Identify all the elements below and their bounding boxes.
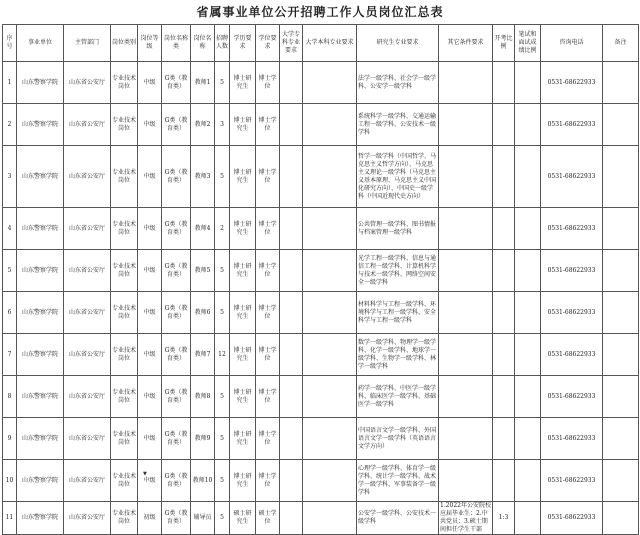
table-row — [3, 146, 639, 208]
cell-post-name: 教师8 — [191, 376, 215, 418]
cell-education: 博士研究生 — [230, 146, 256, 208]
cell-score-ratio — [515, 104, 541, 146]
cell-category: 专业技术岗位 — [111, 62, 138, 104]
cell-graduate-major: 心理学一级学科、体育学一级学科、统计学一级学科、战术学一级学科、军事装备学一级学科 — [357, 460, 439, 502]
cell-post-type: G类（教育类） — [162, 104, 191, 146]
cell-department: 山东省公安厅 — [64, 292, 111, 334]
cell-post-type: G类（教育类） — [162, 208, 191, 250]
cell-level: 中级 — [138, 250, 162, 292]
cell-exam-ratio — [493, 104, 515, 146]
cell-education: 博士研究生 — [230, 418, 256, 460]
cell-count: 2 — [215, 208, 230, 250]
cell-post-type: G类（教育类） — [162, 460, 191, 502]
cell-count: 5 — [215, 460, 230, 502]
cell-degree: 博士学位 — [256, 376, 280, 418]
cell-unit: 山东警察学院 — [17, 460, 64, 502]
cell-post-type: G类（教育类） — [162, 376, 191, 418]
cell-education: 硕士研究生 — [230, 502, 256, 535]
cell-count: 5 — [215, 62, 230, 104]
cell-bachelor-major — [303, 62, 357, 104]
cell-other-conditions — [439, 104, 493, 146]
cell-other-conditions — [439, 334, 493, 376]
cell-education: 博士研究生 — [230, 292, 256, 334]
cell-department: 山东省公安厅 — [64, 62, 111, 104]
cell-graduate-major: 法学一级学科、社会学一级学科、公安学一级学科 — [357, 62, 439, 104]
cell-level: 中级 — [138, 376, 162, 418]
cell-post-type: G类（教育类） — [162, 334, 191, 376]
cell-bachelor-major — [303, 104, 357, 146]
cell-score-ratio — [515, 376, 541, 418]
cell-count: 5 — [215, 292, 230, 334]
cell-phone: 0531-68622933 — [541, 334, 603, 376]
cell-department: 山东省公安厅 — [64, 502, 111, 535]
cell-note — [603, 502, 639, 535]
cell-score-ratio — [515, 250, 541, 292]
positions-table — [2, 24, 639, 535]
cell-phone: 0531-68622933 — [541, 376, 603, 418]
cell-exam-ratio — [493, 62, 515, 104]
cell-college-major — [280, 334, 303, 376]
cell-graduate-major: 公安学一级学科、公安技术一级学科 — [357, 502, 439, 535]
cell-other-conditions — [439, 292, 493, 334]
cell-post-name: 教师3 — [191, 146, 215, 208]
column-header: 主管部门 — [64, 25, 111, 62]
cell-post-type: G类（教育类） — [162, 146, 191, 208]
cell-degree: 博士学位 — [256, 62, 280, 104]
cell-score-ratio — [515, 460, 541, 502]
table-row — [3, 334, 639, 376]
cell-count: 5 — [215, 250, 230, 292]
column-header: 岗位类别 — [111, 25, 138, 62]
cell-phone: 0531-68622933 — [541, 62, 603, 104]
cell-category: 专业技术岗位 — [111, 376, 138, 418]
column-header: 开考比例 — [493, 25, 515, 62]
cell-count: 5 — [215, 376, 230, 418]
cell-college-major — [280, 104, 303, 146]
cell-unit: 山东警察学院 — [17, 62, 64, 104]
cell-degree: 博士学位 — [256, 292, 280, 334]
cell-department: 山东省公安厅 — [64, 208, 111, 250]
cell-score-ratio — [515, 292, 541, 334]
column-header: 招聘人数 — [215, 25, 230, 62]
cell-category: 专业技术岗位 — [111, 208, 138, 250]
cell-note — [603, 62, 639, 104]
cell-post-name: 教师7 — [191, 334, 215, 376]
cell-phone: 0531-68622933 — [541, 208, 603, 250]
column-header: 岗位等级 — [138, 25, 162, 62]
cell-department: 山东省公安厅 — [64, 376, 111, 418]
cell-phone: 0531-68622933 — [541, 146, 603, 208]
cell-note — [603, 104, 639, 146]
cell-level: 中级 — [138, 292, 162, 334]
cell-phone: 0531-68622933 — [541, 104, 603, 146]
cell-serial: 6 — [3, 292, 17, 334]
cell-count: 12 — [215, 334, 230, 376]
cell-education: 博士研究生 — [230, 334, 256, 376]
cell-serial: 4 — [3, 208, 17, 250]
cell-bachelor-major — [303, 334, 357, 376]
table-row — [3, 460, 639, 502]
cell-education: 博士研究生 — [230, 208, 256, 250]
cell-count: 3 — [215, 104, 230, 146]
cell-note — [603, 292, 639, 334]
cell-note — [603, 376, 639, 418]
cell-exam-ratio — [493, 334, 515, 376]
cell-bachelor-major — [303, 502, 357, 535]
cell-college-major — [280, 418, 303, 460]
cell-other-conditions: 1.2022年公安院校应届毕业生；2.中共党员；3.硕士期间担任学生干部 — [440, 502, 491, 533]
cell-unit: 山东警察学院 — [17, 418, 64, 460]
column-header: 岗位名称类 — [162, 25, 191, 62]
cell-level: 中级 — [138, 146, 162, 208]
cell-category: 专业技术岗位 — [111, 146, 138, 208]
cell-post-name: 教师1 — [191, 62, 215, 104]
column-header: 备注 — [603, 25, 639, 62]
cell-count: 5 — [215, 418, 230, 460]
table-row — [3, 418, 639, 460]
cell-phone: 0531-68622933 — [541, 502, 603, 535]
cell-post-name: 辅导员 — [191, 502, 215, 535]
cell-serial: 1 — [3, 62, 17, 104]
cell-other-conditions — [439, 208, 493, 250]
cell-graduate-major: 材料科学与工程一级学科、环境科学与工程一级学科、安全科学与工程一级学科 — [357, 292, 439, 334]
cell-graduate-major: 中国语言文学一级学科、外国语言文学一级学科（英语语言文学方向） — [357, 418, 439, 460]
cell-other-conditions — [439, 376, 493, 418]
cell-post-name: 教师5 — [191, 250, 215, 292]
cell-education: 博士研究生 — [230, 376, 256, 418]
document-title: 省属事业单位公开招聘工作人员岗位汇总表 — [196, 5, 444, 19]
cell-college-major — [280, 62, 303, 104]
cell-unit: 山东警察学院 — [17, 250, 64, 292]
cell-post-name: 教师6 — [191, 292, 215, 334]
column-header: 事业单位 — [17, 25, 64, 62]
cell-other-conditions — [439, 250, 493, 292]
cell-unit: 山东警察学院 — [17, 502, 64, 535]
cell-degree: 硕士学位 — [256, 502, 280, 535]
cell-bachelor-major — [303, 146, 357, 208]
table-row — [3, 104, 639, 146]
cell-exam-ratio — [493, 208, 515, 250]
cell-exam-ratio: 1:3 — [493, 502, 515, 535]
cell-exam-ratio — [493, 418, 515, 460]
cell-note — [603, 208, 639, 250]
cell-level: 中级 — [138, 460, 162, 502]
cell-level: 初级 — [138, 502, 162, 535]
cell-post-name: 教师10 — [191, 460, 215, 502]
cell-count: 5 — [215, 146, 230, 208]
cell-post-name: 教师4 — [191, 208, 215, 250]
cell-unit: 山东警察学院 — [17, 104, 64, 146]
cell-note — [603, 250, 639, 292]
table-row — [3, 502, 639, 535]
cell-score-ratio — [515, 418, 541, 460]
cell-note — [603, 146, 639, 208]
cell-graduate-major: 药学一级学科、中医学一级学科、临床医学一级学科、基础医学一级学科 — [357, 376, 439, 418]
cell-serial: 10 — [3, 460, 17, 502]
cell-other-conditions — [439, 460, 493, 502]
table-body — [3, 62, 639, 535]
column-header: 咨询电话 — [541, 25, 603, 62]
cell-category: 专业技术岗位 — [111, 418, 138, 460]
dropdown-indicator-icon: ▼ — [143, 471, 147, 477]
cell-degree: 博士学位 — [256, 250, 280, 292]
cell-phone: 0531-68622933 — [541, 250, 603, 292]
cell-category: 专业技术岗位 — [111, 334, 138, 376]
cell-education: 博士研究生 — [230, 104, 256, 146]
cell-college-major — [280, 146, 303, 208]
cell-exam-ratio — [493, 146, 515, 208]
cell-other-conditions — [439, 62, 493, 104]
cell-post-name: 教师2 — [191, 104, 215, 146]
cell-count: 5 — [215, 502, 230, 535]
table-row — [3, 62, 639, 104]
cell-score-ratio — [515, 62, 541, 104]
cell-level: 中级 — [138, 334, 162, 376]
cell-post-name: 教师9 — [191, 418, 215, 460]
cell-note — [603, 334, 639, 376]
cell-degree: 博士学位 — [256, 460, 280, 502]
cell-degree: 博士学位 — [256, 146, 280, 208]
cell-note — [603, 460, 639, 502]
cell-level: 中级 — [138, 418, 162, 460]
column-header: 学历要求 — [230, 25, 256, 62]
cell-phone: 0531-68622933 — [541, 418, 603, 460]
cell-department: 山东省公安厅 — [64, 460, 111, 502]
cell-phone: 0531-68622933 — [541, 460, 603, 502]
cell-category: 专业技术岗位 — [111, 292, 138, 334]
cell-bachelor-major — [303, 292, 357, 334]
cell-degree: 博士学位 — [256, 104, 280, 146]
cell-college-major — [280, 460, 303, 502]
table-row — [3, 250, 639, 292]
cell-department: 山东省公安厅 — [64, 334, 111, 376]
cell-graduate-major: 系统科学一级学科、交通运输工程一级学科、公安技术一级学科 — [357, 104, 439, 146]
cell-post-type: G类（教育类） — [162, 62, 191, 104]
cell-college-major — [280, 502, 303, 535]
cell-degree: 博士学位 — [256, 418, 280, 460]
cell-post-type: G类（教育类） — [162, 502, 191, 535]
cell-level: 中级 — [138, 104, 162, 146]
column-header: 岗位名称 — [191, 25, 215, 62]
cell-department: 山东省公安厅 — [64, 418, 111, 460]
cell-score-ratio — [515, 208, 541, 250]
cell-bachelor-major — [303, 460, 357, 502]
cell-category: 专业技术岗位 — [111, 502, 138, 535]
cell-college-major — [280, 376, 303, 418]
column-header: 大学本科专业要求 — [303, 25, 357, 62]
cell-exam-ratio — [493, 376, 515, 418]
cell-unit: 山东警察学院 — [17, 208, 64, 250]
cell-unit: 山东警察学院 — [17, 146, 64, 208]
column-header: 其它条件要求 — [439, 25, 493, 62]
cell-exam-ratio — [493, 250, 515, 292]
cell-serial: 5 — [3, 250, 17, 292]
cell-education: 博士研究生 — [230, 62, 256, 104]
cell-post-type: G类（教育类） — [162, 418, 191, 460]
cell-bachelor-major — [303, 376, 357, 418]
cell-department: 山东省公安厅 — [64, 250, 111, 292]
table-row — [3, 208, 639, 250]
cell-note — [603, 418, 639, 460]
cell-score-ratio — [515, 334, 541, 376]
cell-category: 专业技术岗位 — [111, 460, 138, 502]
cell-serial: 11 — [3, 502, 17, 535]
cell-serial: 7 — [3, 334, 17, 376]
column-header: 研究生专业要求 — [357, 25, 439, 62]
cell-degree: 博士学位 — [256, 208, 280, 250]
cell-bachelor-major — [303, 418, 357, 460]
cell-bachelor-major — [303, 250, 357, 292]
cell-college-major — [280, 208, 303, 250]
cell-department: 山东省公安厅 — [64, 104, 111, 146]
cell-graduate-major: 光学工程一级学科、信息与通信工程一级学科、计算机科学与技术一级学科、网络空间安全一级学科 — [357, 250, 439, 292]
cell-graduate-major: 哲学一级学科（中国哲学、马克思主义哲学方向）、马克思主义理论一级学科（马克思主义基本原理、马克思主义中国化研究方向）、中国史一级学科（中国近现代史方向） — [357, 146, 439, 208]
cell-score-ratio — [515, 146, 541, 208]
cell-department: 山东省公安厅 — [64, 146, 111, 208]
cell-unit: 山东警察学院 — [17, 292, 64, 334]
cell-education: 博士研究生 — [230, 460, 256, 502]
cell-other-conditions — [439, 418, 493, 460]
column-header: 大学专科专业要求 — [280, 25, 303, 62]
cell-degree: 博士学位 — [256, 334, 280, 376]
column-header: 序号 — [3, 25, 17, 62]
cell-post-type: G类（教育类） — [162, 292, 191, 334]
cell-level: 中级 — [138, 62, 162, 104]
cell-category: 专业技术岗位 — [111, 250, 138, 292]
cell-serial: 2 — [3, 104, 17, 146]
cell-phone: 0531-68622933 — [541, 292, 603, 334]
cell-other-conditions — [439, 146, 493, 208]
header-row — [3, 25, 639, 62]
cell-graduate-major: 公共管理一级学科、图书情报与档案管理一级学科 — [357, 208, 439, 250]
cell-exam-ratio — [493, 460, 515, 502]
cell-score-ratio — [515, 502, 541, 535]
cell-serial: 8 — [3, 376, 17, 418]
cell-category: 专业技术岗位 — [111, 104, 138, 146]
cell-education: 博士研究生 — [230, 250, 256, 292]
cell-college-major — [280, 292, 303, 334]
cell-unit: 山东警察学院 — [17, 376, 64, 418]
column-header: 笔试和面试成绩比例 — [515, 25, 541, 62]
column-header: 学位要求 — [256, 25, 280, 62]
cell-serial: 3 — [3, 146, 17, 208]
cell-college-major — [280, 250, 303, 292]
table-row — [3, 376, 639, 418]
cell-level: 中级 — [138, 208, 162, 250]
cell-graduate-major: 数学一级学科、物理学一级学科、化学一级学科、地球学一级学科、生物学一级学科、林学一级学科 — [357, 334, 439, 376]
cell-serial: 9 — [3, 418, 17, 460]
cell-post-type: G类（教育类） — [162, 250, 191, 292]
cell-bachelor-major — [303, 208, 357, 250]
cell-unit: 山东警察学院 — [17, 334, 64, 376]
table-row — [3, 292, 639, 334]
cell-exam-ratio — [493, 292, 515, 334]
